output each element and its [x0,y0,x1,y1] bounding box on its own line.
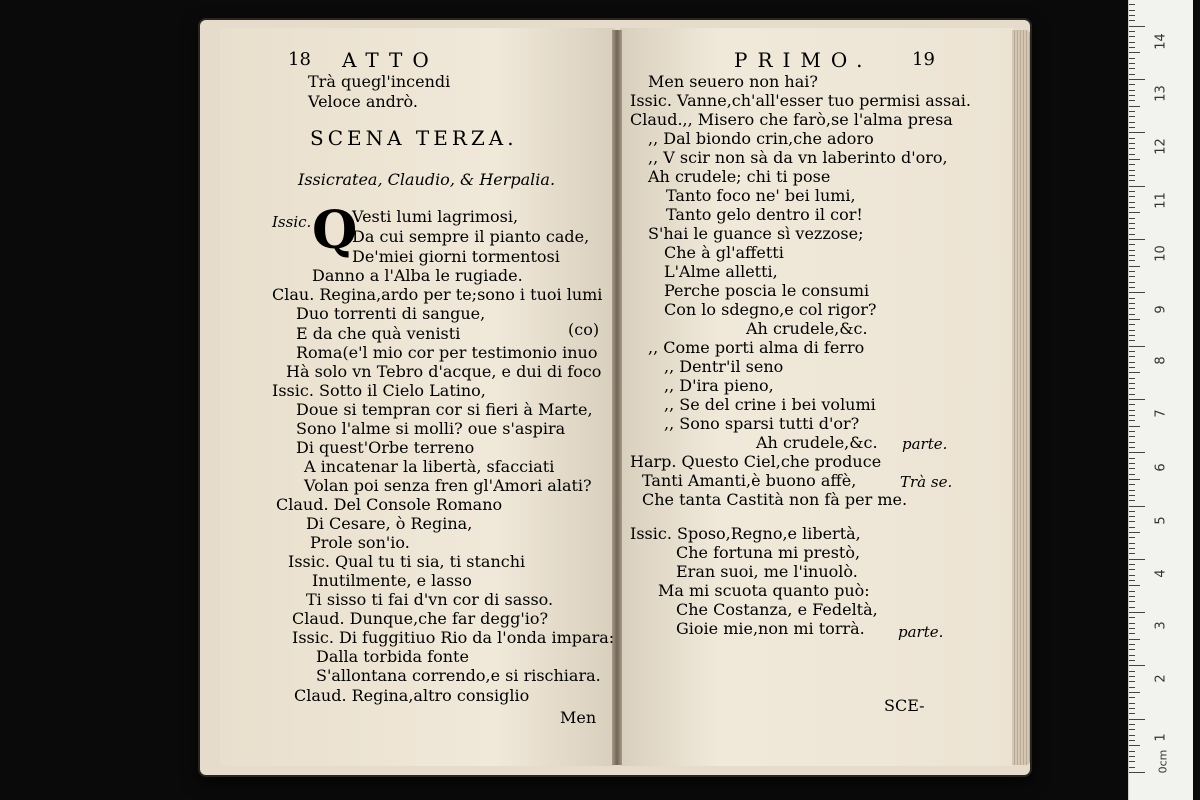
text-line: Inutilmente, e lasso [312,571,472,590]
ruler-number: 2 [1153,674,1169,683]
text-line: L'Alme alletti, [664,262,778,281]
ruler-number: 11 [1153,192,1169,209]
ruler-tick [1129,372,1140,373]
ruler-tick [1129,735,1135,736]
stage-direction: parte. [902,435,948,453]
ruler-tick [1129,767,1135,768]
ruler-tick [1129,724,1135,725]
page-fore-edge [1012,30,1030,765]
ruler-tick [1129,532,1140,533]
text-line: Vesti lumi lagrimosi, [352,207,519,226]
ruler-number: 6 [1153,463,1169,472]
ruler-tick [1129,745,1140,746]
ruler-tick [1129,63,1135,64]
catchword: SCE- [884,696,925,715]
ruler-tick [1129,388,1135,389]
text-line: ,, Se del crine i bei volumi [664,395,876,414]
ruler-tick [1129,756,1135,757]
ruler-tick [1129,324,1135,325]
ruler-tick [1129,410,1135,411]
ruler-tick [1129,426,1140,427]
left-running-head: ATTO [342,48,439,72]
ruler-tick [1129,420,1135,421]
text-line: De'miei giorni tormentosi [352,247,560,266]
ruler-tick [1129,537,1135,538]
ruler-tick [1129,585,1140,586]
ruler-tick [1129,511,1135,512]
text-line: Con lo sdegno,e col rigor? [664,300,877,319]
ruler-tick [1129,474,1135,475]
ruler-tick [1129,623,1135,624]
ruler-tick [1129,692,1140,693]
ruler-tick [1129,676,1135,677]
ruler-tick [1129,543,1135,544]
ruler-tick [1129,4,1135,5]
stage-direction: parte. [898,623,944,641]
ruler-tick [1129,95,1135,96]
text-line: S'hai le guance sì vezzose; [648,224,864,243]
ruler-number: 7 [1153,409,1169,418]
ruler-tick [1129,244,1135,245]
ruler-tick [1129,159,1140,160]
text-line: Che à gl'affetti [664,243,784,262]
ruler-tick [1129,356,1135,357]
ruler-tick [1129,719,1145,720]
book-gutter [612,30,622,765]
ruler-tick [1129,591,1135,592]
ruler-tick [1129,751,1135,752]
ruler-tick [1129,713,1135,714]
ruler-tick [1129,148,1135,149]
ruler-tick [1129,436,1135,437]
text-line: Ah crudele,&c. [756,433,878,452]
ruler-number: 10 [1153,245,1169,262]
ruler-number: 12 [1153,138,1169,155]
catch-fragment: (co) [568,320,600,339]
text-line: Gioie mie,non mi torrà. [676,619,865,638]
ruler-tick [1129,308,1135,309]
text-line: Di Cesare, ò Regina, [306,514,473,533]
drop-cap: Q [312,200,358,261]
text-line: Di quest'Orbe terreno [296,438,475,457]
ruler-tick [1129,314,1135,315]
text-line: Claud. Del Console Romano [276,495,503,514]
ruler-tick [1129,292,1145,293]
text-line: Veloce andrò. [308,92,418,111]
text-line: Danno a l'Alba le rugiade. [312,266,523,285]
ruler-tick [1129,282,1135,283]
ruler-tick [1129,351,1135,352]
text-line: A incatenar la libertà, sfacciati [304,457,555,476]
ruler-tick [1129,138,1135,139]
ruler-tick [1129,202,1135,203]
ruler-tick [1129,404,1135,405]
ruler-tick [1129,223,1135,224]
ruler-tick [1129,116,1135,117]
text-line: Issic. Vanne,ch'all'esser tuo permisi assai. [630,91,971,110]
ruler-tick [1129,266,1140,267]
stage-direction: Trà se. [900,473,953,491]
ruler-tick [1129,596,1135,597]
ruler-tick [1129,383,1135,384]
ruler-tick [1129,655,1135,656]
ruler-tick [1129,458,1135,459]
text-line: Perche poscia le consumi [664,281,870,300]
text-line: Eran suoi, me l'inuolò. [676,562,858,581]
ruler-tick [1129,303,1135,304]
ruler-tick [1129,484,1135,485]
ruler-tick [1129,527,1135,528]
ruler-tick [1129,633,1135,634]
ruler-tick [1129,649,1135,650]
ruler-tick [1129,287,1135,288]
ruler-tick [1129,564,1135,565]
text-line: Ah crudele,&c. [746,319,868,338]
text-line: ,, Dal biondo crin,che adoro [648,129,874,148]
text-line: Roma(e'l mio cor per testimonio inuo [296,343,598,362]
text-line: Doue si tempran cor si fieri à Marte, [296,400,593,419]
left-page-number: 18 [288,49,311,70]
text-line: ,, Come porti alma di ferro [648,338,865,357]
ruler-number: 5 [1153,516,1169,525]
measuring-ruler [1128,0,1193,800]
text-line: Dalla torbida fonte [316,647,469,666]
text-line: E da che quà venisti [296,324,461,343]
text-line: Prole son'io. [310,533,410,552]
text-line: Che tanta Castità non fà per me. [642,490,908,509]
ruler-tick [1129,612,1145,613]
text-line: S'allontana correndo,e si rischiara. [316,666,601,685]
ruler-tick [1129,639,1140,640]
ruler-tick [1129,463,1135,464]
ruler-tick [1129,180,1135,181]
ruler-tick [1129,415,1135,416]
ruler-tick [1129,687,1135,688]
ruler-tick [1129,617,1135,618]
text-line: Claud. Dunque,che far degg'io? [292,609,549,628]
ruler-tick [1129,607,1135,608]
ruler-tick [1129,191,1135,192]
ruler-tick [1129,516,1135,517]
speaker-label: Issic. [272,213,312,231]
ruler-tick [1129,761,1135,762]
ruler-tick [1129,729,1135,730]
scene-heading: SCENA TERZA. [310,126,518,150]
text-line: Volan poi senza fren gl'Amori alati? [304,476,592,495]
ruler-tick [1129,500,1135,501]
catchword: Men [560,708,597,727]
text-line: ,, D'ira pieno, [664,376,774,395]
ruler-tick [1129,207,1135,208]
ruler-tick [1129,479,1140,480]
ruler-tick [1129,442,1135,443]
text-line: Trà quegl'incendi [308,72,451,91]
ruler-tick [1129,681,1135,682]
ruler-tick [1129,79,1145,80]
ruler-tick [1129,601,1135,602]
ruler-tick [1129,548,1135,549]
character-list: Issicratea, Claudio, & Herpalia. [298,170,556,189]
ruler-number: 9 [1153,305,1169,314]
ruler-tick [1129,431,1135,432]
text-line: Duo torrenti di sangue, [296,304,486,323]
ruler-tick [1129,47,1135,48]
ruler-tick [1129,644,1135,645]
ruler-tick [1129,260,1135,261]
text-line: Claud. Regina,altro consiglio [294,686,530,705]
ruler-tick [1129,394,1135,395]
text-line: Harp. Questo Ciel,che produce [630,452,882,471]
text-line: Men seuero non hai? [648,72,818,91]
text-line: Claud.,, Misero che farò,se l'alma presa [630,110,953,129]
ruler-tick [1129,52,1140,53]
ruler-tick [1129,250,1135,251]
ruler-number: 14 [1153,33,1169,50]
ruler-tick [1129,239,1145,240]
text-line: Tanto foco ne' bei lumi, [666,186,856,205]
ruler-tick [1129,175,1135,176]
ruler-tick [1129,452,1145,453]
ruler-tick [1129,319,1140,320]
ruler-tick [1129,84,1135,85]
ruler-tick [1129,255,1135,256]
ruler-tick [1129,234,1135,235]
ruler-tick [1129,559,1145,560]
text-line: Hà solo vn Tebro d'acque, e dui di foco [286,362,602,381]
ruler-tick [1129,378,1135,379]
text-line: Ah crudele; chi ti pose [648,167,831,186]
text-line: ,, Dentr'il seno [664,357,784,376]
text-line: Che fortuna mi prestò, [676,543,861,562]
ruler-tick [1129,164,1135,165]
ruler-number: 1 [1153,733,1169,742]
ruler-tick [1129,212,1140,213]
ruler-tick [1129,671,1135,672]
ruler-tick [1129,330,1135,331]
text-line: Sono l'alme si molli? oue s'aspira [296,419,566,438]
ruler-tick [1129,335,1135,336]
ruler-tick [1129,127,1135,128]
text-line: Tanto gelo dentro il cor! [666,205,863,224]
ruler-tick [1129,276,1135,277]
ruler-tick [1129,10,1135,11]
ruler-tick [1129,340,1135,341]
text-line: Clau. Regina,ardo per te;sono i tuoi lumi [272,285,603,304]
ruler-tick [1129,447,1135,448]
ruler-tick [1129,367,1135,368]
ruler-tick [1129,703,1135,704]
ruler-number: 4 [1153,569,1169,578]
text-line: ,, Sono sparsi tutti d'or? [664,414,860,433]
ruler-tick [1129,186,1145,187]
ruler-tick [1129,660,1135,661]
ruler-tick [1129,36,1135,37]
ruler-tick [1129,271,1135,272]
ruler-tick [1129,74,1135,75]
ruler-tick [1129,665,1145,666]
ruler-tick [1129,490,1135,491]
ruler-tick [1129,569,1135,570]
ruler-tick [1129,468,1135,469]
ruler-number: 3 [1153,621,1169,630]
text-line: Ma mi scuota quanto può: [658,581,870,600]
ruler-tick [1129,697,1135,698]
text-line: Issic. Sotto il Cielo Latino, [272,381,486,400]
ruler-tick [1129,521,1135,522]
ruler-tick [1129,772,1145,773]
text-line: Issic. Di fuggitiuo Rio da l'onda impara: [292,628,615,647]
ruler-tick [1129,106,1140,107]
ruler-tick [1129,111,1135,112]
ruler-tick [1129,346,1145,347]
ruler-tick [1129,218,1135,219]
ruler-tick [1129,58,1135,59]
ruler-tick [1129,100,1135,101]
text-line: ,, V scir non sà da vn laberinto d'oro, [648,148,948,167]
ruler-number: 8 [1153,356,1169,365]
text-line: Ti sisso ti fai d'vn cor di sasso. [306,590,554,609]
ruler-tick [1129,628,1135,629]
ruler-tick [1129,143,1135,144]
ruler-tick [1129,90,1135,91]
ruler-tick [1129,42,1135,43]
ruler-unit-label: 0cm [1156,749,1170,774]
ruler-tick [1129,362,1135,363]
ruler-tick [1129,122,1135,123]
text-line: Che Costanza, e Fedeltà, [676,600,878,619]
ruler-tick [1129,553,1135,554]
ruler-tick [1129,68,1135,69]
ruler-tick [1129,132,1145,133]
text-line: Tanti Amanti,è buono affè, [642,471,857,490]
ruler-tick [1129,580,1135,581]
ruler-tick [1129,708,1135,709]
text-line: Issic. Qual tu ti sia, ti stanchi [288,552,526,571]
ruler-tick [1129,196,1135,197]
text-line: Da cui sempre il pianto cade, [352,227,590,246]
ruler-tick [1129,31,1135,32]
right-page-number: 19 [912,49,935,70]
ruler-tick [1129,740,1135,741]
ruler-tick [1129,20,1135,21]
ruler-tick [1129,506,1145,507]
right-running-head: PRIMO. [734,48,873,72]
ruler-tick [1129,15,1135,16]
ruler-tick [1129,228,1135,229]
text-line: Issic. Sposo,Regno,e libertà, [630,524,861,543]
ruler-number: 13 [1153,85,1169,102]
ruler-tick [1129,298,1135,299]
ruler-tick [1129,170,1135,171]
ruler-tick [1129,154,1135,155]
ruler-tick [1129,26,1145,27]
ruler-tick [1129,575,1135,576]
ruler-tick [1129,399,1145,400]
ruler-tick [1129,495,1135,496]
